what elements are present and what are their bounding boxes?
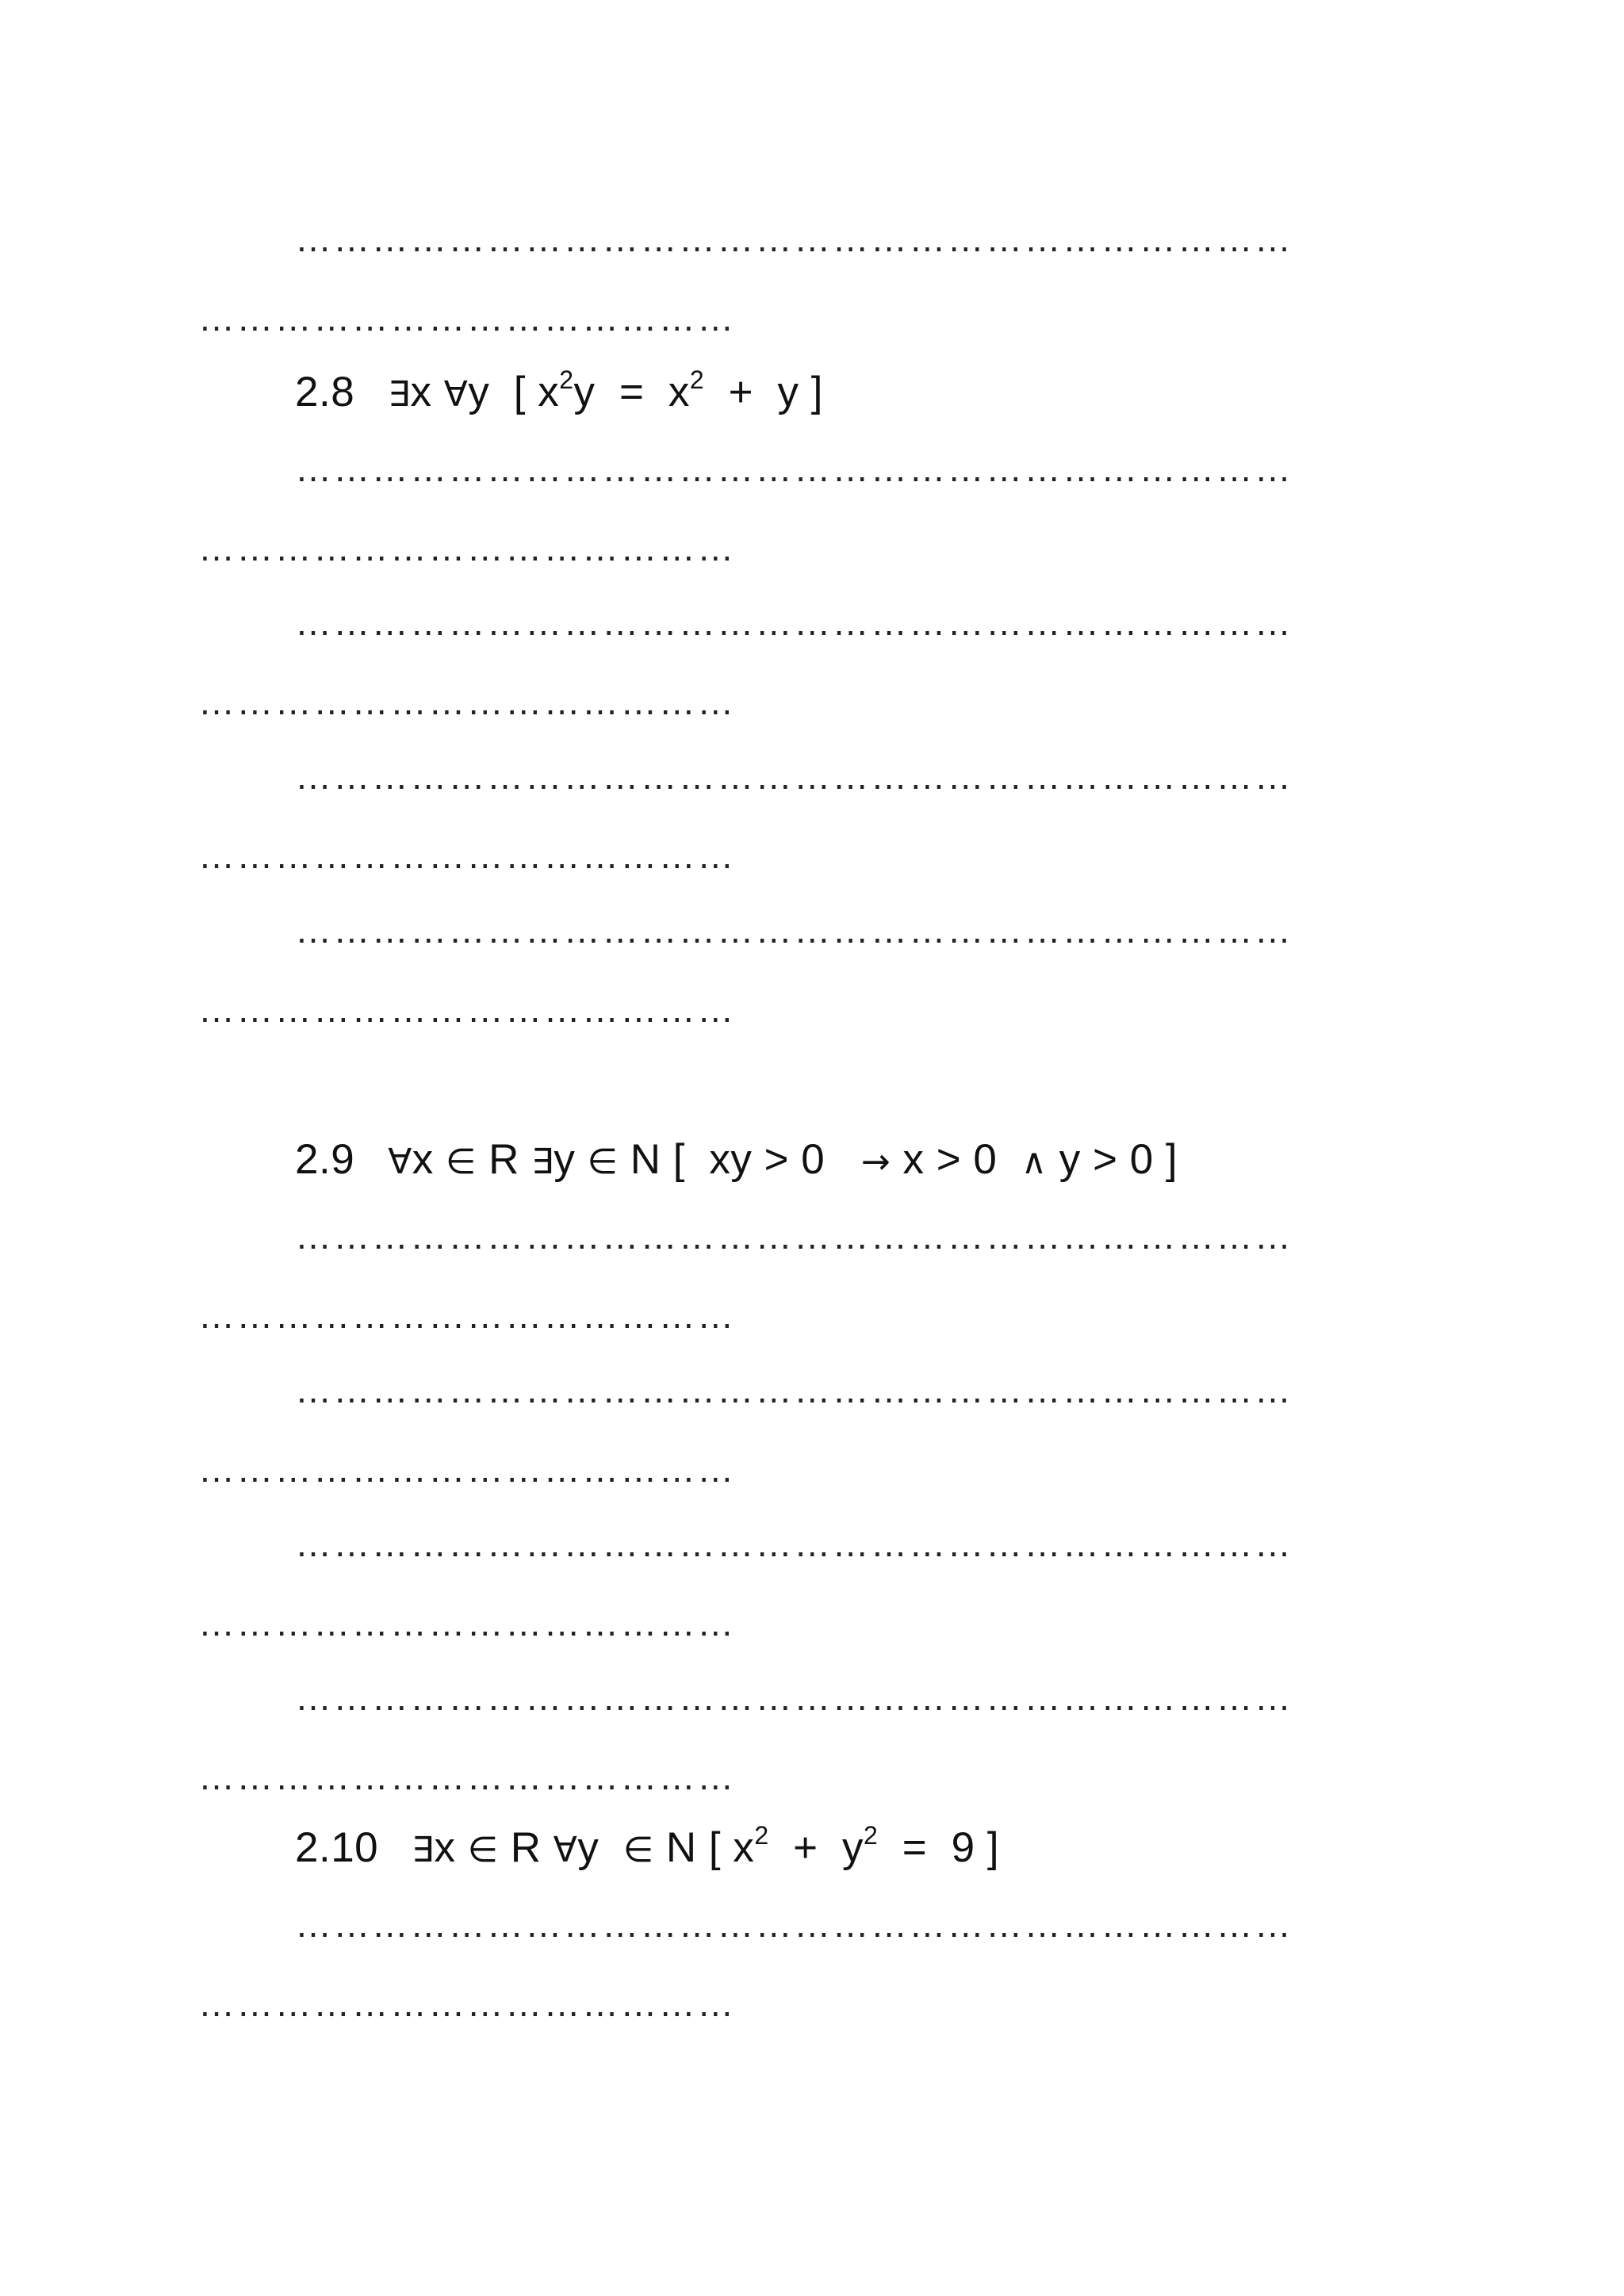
answer-line-long: …………………………………………………………………… (295, 1904, 1293, 1945)
answer-line-long: …………………………………………………………………… (295, 602, 1293, 643)
answer-line-short: …………………………………… (198, 297, 736, 339)
answer-line-long: …………………………………………………………………… (295, 1369, 1293, 1410)
answer-line-long: …………………………………………………………………… (295, 218, 1293, 259)
answer-line-short: …………………………………… (198, 1602, 736, 1644)
problem-number: 2.10 (295, 1824, 379, 1871)
problem-number: 2.8 (295, 369, 355, 415)
problem-2-10: 2.10 ∃x ∈ R ∀y ∈ N [ $x^2 + y^2 = 9$ ] (295, 1821, 1000, 1871)
answer-line-short: …………………………………… (198, 1448, 736, 1490)
answer-line-short: …………………………………… (198, 527, 736, 568)
answer-line-long: …………………………………………………………………… (295, 1523, 1293, 1564)
answer-line-long: …………………………………………………………………… (295, 1215, 1293, 1257)
answer-line-long: …………………………………………………………………… (295, 756, 1293, 797)
answer-line-short: …………………………………… (198, 1983, 736, 2024)
answer-line-long: …………………………………………………………………… (295, 909, 1293, 951)
answer-line-short: …………………………………… (198, 989, 736, 1030)
answer-line-long: …………………………………………………………………… (295, 1677, 1293, 1718)
problem-number: 2.9 (295, 1136, 355, 1183)
problem-2-9: 2.9 ∀x ∈ R ∃y ∈ N [ xy > 0 → x > 0 ∧ y > 0 ] (295, 1136, 1178, 1183)
answer-line-long: …………………………………………………………………… (295, 448, 1293, 489)
problem-2-8: 2.8 ∃x ∀y [ $x^2y = x^2 + y$ ] (295, 365, 824, 415)
answer-line-short: …………………………………… (198, 835, 736, 876)
answer-line-short: …………………………………… (198, 1756, 736, 1797)
answer-line-short: …………………………………… (198, 681, 736, 722)
answer-line-short: …………………………………… (198, 1295, 736, 1336)
